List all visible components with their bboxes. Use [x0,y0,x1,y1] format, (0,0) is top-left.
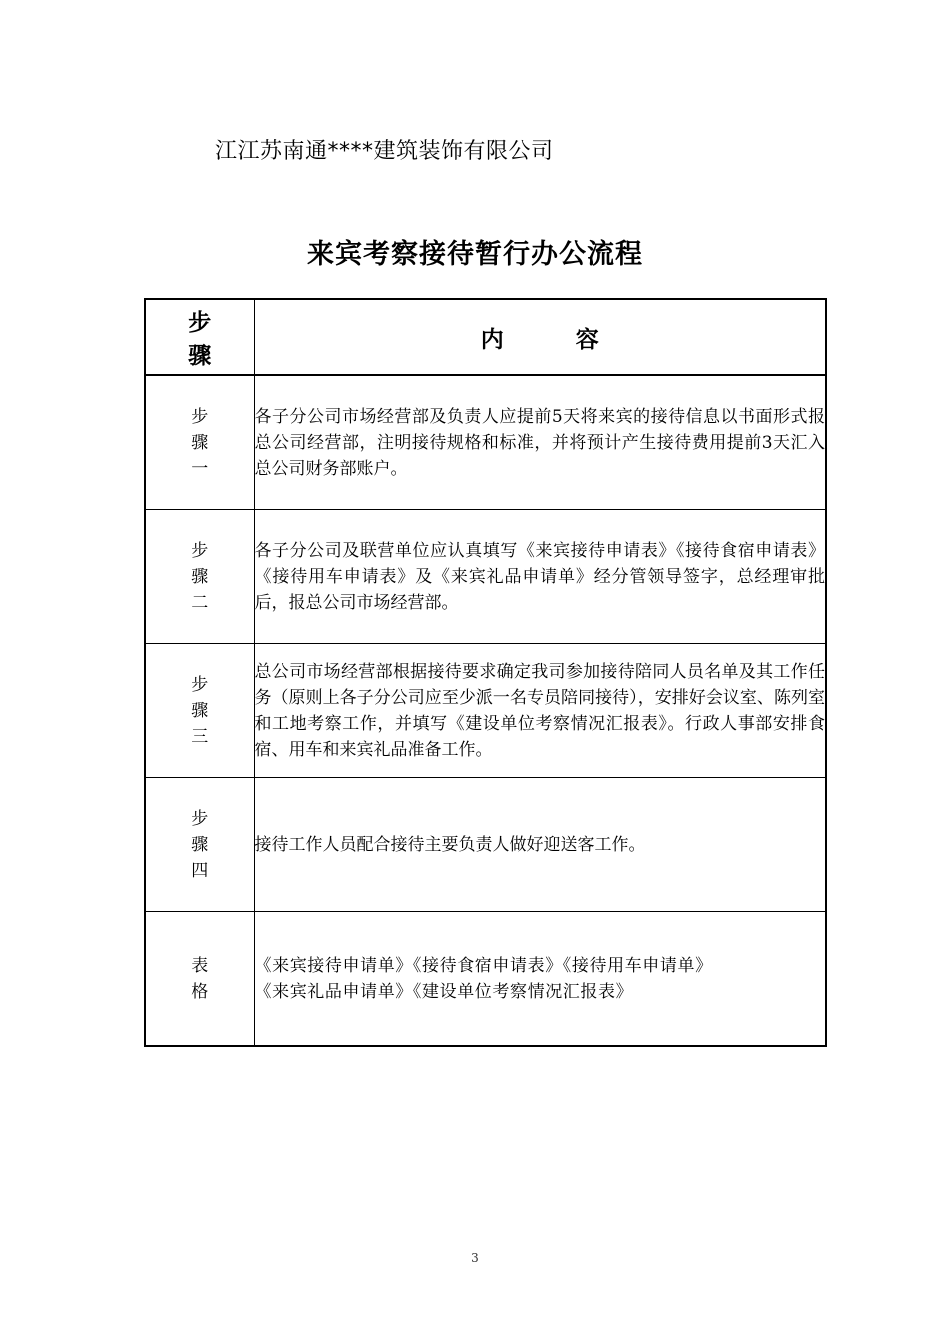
step-content: 各子分公司及联营单位应认真填写《来宾接待申请表》《接待食宿申请表》《接待用车申请表》及《来宾礼品申请单》经分管领导签字，总经理审批后，报总公司市场经营部。 [254,510,826,644]
table-row [145,510,826,644]
table-row [145,912,826,1047]
step-label [145,375,254,510]
step-char: 骤 [191,566,209,587]
step-char: 步 [191,540,209,561]
forms-line: 《来宾礼品申请单》《建设单位考察情况汇报表》 [254,981,634,1002]
table-row [145,644,826,778]
step-label [145,912,254,1047]
step-char: 格 [191,981,209,1002]
header-content: 内容 [254,299,826,375]
forms-content [254,912,826,1047]
table-row [145,778,826,912]
step-label [145,778,254,912]
step-char: 一 [191,458,209,479]
page-number: 3 [471,1251,479,1265]
document-title: 来宾考察接待暂行办公流程 [307,239,643,270]
step-char: 骤 [191,700,209,721]
step-char: 二 [191,592,209,613]
table-row [145,375,826,510]
step-content: 接待工作人员配合接待主要负责人做好迎送客工作。 [254,778,826,912]
step-char: 骤 [191,432,209,453]
step-label [145,510,254,644]
step-char: 步 [191,406,209,427]
header-step: 步骤 [145,299,254,375]
step-char: 四 [191,860,209,881]
process-table [144,298,827,1047]
step-char: 三 [191,726,209,747]
step-char: 骤 [191,834,209,855]
step-content: 各子分公司市场经营部及负责人应提前5天将来宾的接待信息以书面形式报总公司经营部，注明接待规格和标准，并将预计产生接待费用提前3天汇入总公司财务部账户。 [254,375,826,510]
step-char: 步 [191,808,209,829]
step-label [145,644,254,778]
forms-line: 《来宾接待申请单》《接待食宿申请表》《接待用车申请单》 [254,955,713,976]
table-header-row [145,299,826,375]
step-content: 总公司市场经营部根据接待要求确定我司参加接待陪同人员名单及其工作任务（原则上各子分公司应至少派一名专员陪同接待），安排好会议室、陈列室和工地考察工作，并填写《建设单位考察情况汇报表》。行政人事部安排食宿、用车和来宾礼品准备工作。 [254,644,826,778]
step-char: 表 [191,955,209,976]
company-name: 江江苏南通****建筑装饰有限公司 [215,139,554,164]
step-char: 步 [191,674,209,695]
